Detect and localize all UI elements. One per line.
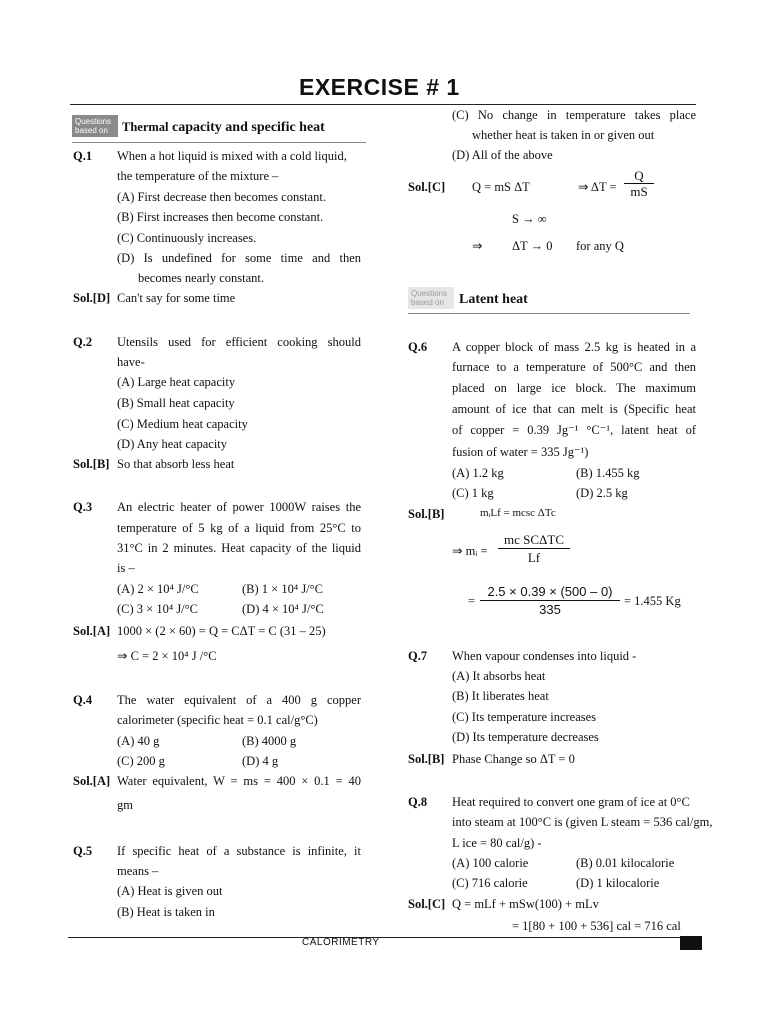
- option-b: (B) 1 × 10⁴ J/°C: [242, 582, 323, 596]
- fraction-denominator: 335: [480, 600, 620, 618]
- option-d: (D) 4 g: [242, 754, 279, 768]
- option-a: (A) First decrease then becomes constant.: [117, 190, 326, 204]
- option-c: (C) No change in temperature takes place: [452, 108, 696, 122]
- solution-label: Sol.[A]: [73, 624, 111, 638]
- solution-label: Sol.[B]: [408, 752, 445, 766]
- option-d: (D) All of the above: [452, 148, 553, 162]
- option-a: (A) 100 calorie: [452, 856, 529, 870]
- section-heading: Thermal capacity and specific heat: [122, 120, 325, 135]
- question-text: amount of ice that can melt is (Specific heat: [452, 402, 696, 416]
- option-d: (D) Is undefined for some time and then: [117, 251, 361, 265]
- fraction: [498, 532, 570, 566]
- question-text: the temperature of the mixture –: [117, 169, 279, 183]
- solution-label: Sol.[C]: [408, 897, 446, 911]
- option-d: (D) 1 kilocalorie: [576, 876, 660, 890]
- solution-label: Sol.[B]: [408, 507, 445, 521]
- question-text: When a hot liquid is mixed with a cold liquid,: [117, 149, 347, 163]
- solution-text: 1000 × (2 × 60) = Q = CΔT = C (31 – 25): [117, 624, 326, 638]
- solution-label: Sol.[D]: [73, 291, 111, 305]
- section-rule: [72, 142, 366, 143]
- question-text: If specific heat of a substance is infinite, it: [117, 844, 361, 858]
- equation: ΔT → 0: [512, 239, 553, 253]
- option-b: (B) It liberates heat: [452, 689, 549, 703]
- title-rule: [70, 104, 696, 105]
- question-number: Q.8: [408, 795, 428, 809]
- fraction-denominator: mS: [624, 183, 654, 200]
- section-badge: Questions based on: [72, 115, 118, 137]
- option-d: (D) Any heat capacity: [117, 437, 228, 451]
- question-text: Heat required to convert one gram of ice at 0°C: [452, 795, 690, 809]
- option-b: (B) First increases then become constant.: [117, 210, 324, 224]
- footer-chapter: CALORIMETRY: [302, 937, 380, 948]
- option-a: (A) 40 g: [117, 734, 160, 748]
- equation: Q = mS ΔT: [472, 180, 530, 194]
- question-text: When vapour condenses into liquid -: [452, 649, 637, 663]
- question-number: Q.7: [408, 649, 428, 663]
- option-c: (C) 200 g: [117, 754, 165, 768]
- question-text: Utensils used for efficient cooking should: [117, 335, 361, 349]
- equation: S → ∞: [512, 212, 547, 226]
- fraction-denominator: Lf: [498, 548, 570, 566]
- footer-page-block: [680, 936, 702, 950]
- question-text: 31°C in 2 minutes. Heat capacity of the liquid: [117, 541, 361, 555]
- option-c: (C) Its temperature increases: [452, 710, 597, 724]
- option-b: (B) 1.455 kg: [576, 466, 640, 480]
- fraction: [624, 168, 654, 200]
- option-d: (D) 2.5 kg: [576, 486, 628, 500]
- fraction-numerator: 2.5 × 0.39 × (500 – 0): [487, 584, 613, 599]
- question-number: Q.4: [73, 693, 93, 707]
- option-c: (C) 716 calorie: [452, 876, 528, 890]
- fraction-numerator: mc SCΔTC: [503, 532, 564, 547]
- equation: for any Q: [576, 239, 624, 253]
- implies-symbol: ⇒: [472, 239, 483, 253]
- question-text: temperature of 5 kg of a liquid from 25°C to: [117, 521, 361, 535]
- solution-text: Water equivalent, W = ms = 400 × 0.1 = 40: [117, 774, 361, 788]
- question-number: Q.6: [408, 340, 428, 354]
- solution-label: Sol.[C]: [408, 180, 446, 194]
- option-c: (C) 3 × 10⁴ J/°C: [117, 602, 198, 616]
- option-b: (B) Heat is taken in: [117, 905, 215, 919]
- option-d-cont: becomes nearly constant.: [138, 271, 264, 285]
- fraction-numerator: Q: [634, 168, 644, 183]
- page-title: EXERCISE # 1: [299, 74, 460, 100]
- section-rule: [408, 313, 690, 314]
- solution-text: ⇒ C = 2 × 10⁴ J /°C: [117, 649, 217, 663]
- question-text: L ice = 80 cal/g) -: [452, 836, 542, 850]
- solution-text: Phase Change so ΔT = 0: [452, 752, 575, 766]
- solution-text: Q = mLf + mSw(100) + mLv: [452, 897, 599, 911]
- solution-text: So that absorb less heat: [117, 457, 235, 471]
- option-a: (A) Large heat capacity: [117, 375, 236, 389]
- equation-result: = 1.455 Kg: [624, 594, 681, 608]
- option-c: (C) Continuously increases.: [117, 231, 257, 245]
- solution-label: Sol.[B]: [73, 457, 110, 471]
- question-text: An electric heater of power 1000W raises the: [117, 500, 361, 514]
- question-text: The water equivalent of a 400 g copper: [117, 693, 361, 707]
- equals-sign: =: [468, 594, 476, 608]
- section-heading: Latent heat: [459, 292, 528, 307]
- equation: ⇒ mᵢ =: [452, 544, 488, 558]
- option-d: (D) Its temperature decreases: [452, 730, 599, 744]
- question-text: calorimeter (specific heat = 0.1 cal/g°C): [117, 713, 318, 727]
- question-number: Q.5: [73, 844, 93, 858]
- question-text: have-: [117, 355, 145, 369]
- option-a: (A) 2 × 10⁴ J/°C: [117, 582, 199, 596]
- option-b: (B) 0.01 kilocalorie: [576, 856, 675, 870]
- option-c: (C) 1 kg: [452, 486, 494, 500]
- question-text: furnace to a temperature of 500°C and then: [452, 360, 696, 374]
- option-a: (A) 1.2 kg: [452, 466, 504, 480]
- question-text: into steam at 100°C is (given L steam = 536 cal/gm,: [452, 815, 713, 829]
- question-text: A copper block of mass 2.5 kg is heated in a: [452, 340, 696, 354]
- solution-text: = 1[80 + 100 + 536] cal = 716 cal: [512, 919, 681, 933]
- question-number: Q.2: [73, 335, 93, 349]
- option-a: (A) Heat is given out: [117, 884, 223, 898]
- option-c-cont: whether heat is taken in or given out: [472, 128, 655, 142]
- option-b: (B) 4000 g: [242, 734, 297, 748]
- option-a: (A) It absorbs heat: [452, 669, 546, 683]
- fraction: [480, 584, 620, 618]
- question-text: fusion of water = 335 Jg⁻¹): [452, 445, 589, 459]
- solution-label: Sol.[A]: [73, 774, 111, 788]
- question-text: placed on large ice block. The maximum: [452, 381, 696, 395]
- question-text: is –: [117, 561, 135, 575]
- question-number: Q.1: [73, 149, 93, 163]
- question-text: means –: [117, 864, 159, 878]
- question-number: Q.3: [73, 500, 93, 514]
- question-text: of copper = 0.39 Jg⁻¹ °C⁻¹, latent heat of: [452, 423, 696, 437]
- option-d: (D) 4 × 10⁴ J/°C: [242, 602, 324, 616]
- section-badge: Questions based on: [408, 287, 454, 309]
- equation: mᵢLf = mcsc ΔTc: [480, 507, 556, 519]
- solution-text: Can't say for some time: [117, 291, 236, 305]
- equation: ⇒ ΔT =: [578, 180, 617, 194]
- option-b: (B) Small heat capacity: [117, 396, 235, 410]
- solution-text: gm: [117, 798, 133, 812]
- option-c: (C) Medium heat capacity: [117, 417, 248, 431]
